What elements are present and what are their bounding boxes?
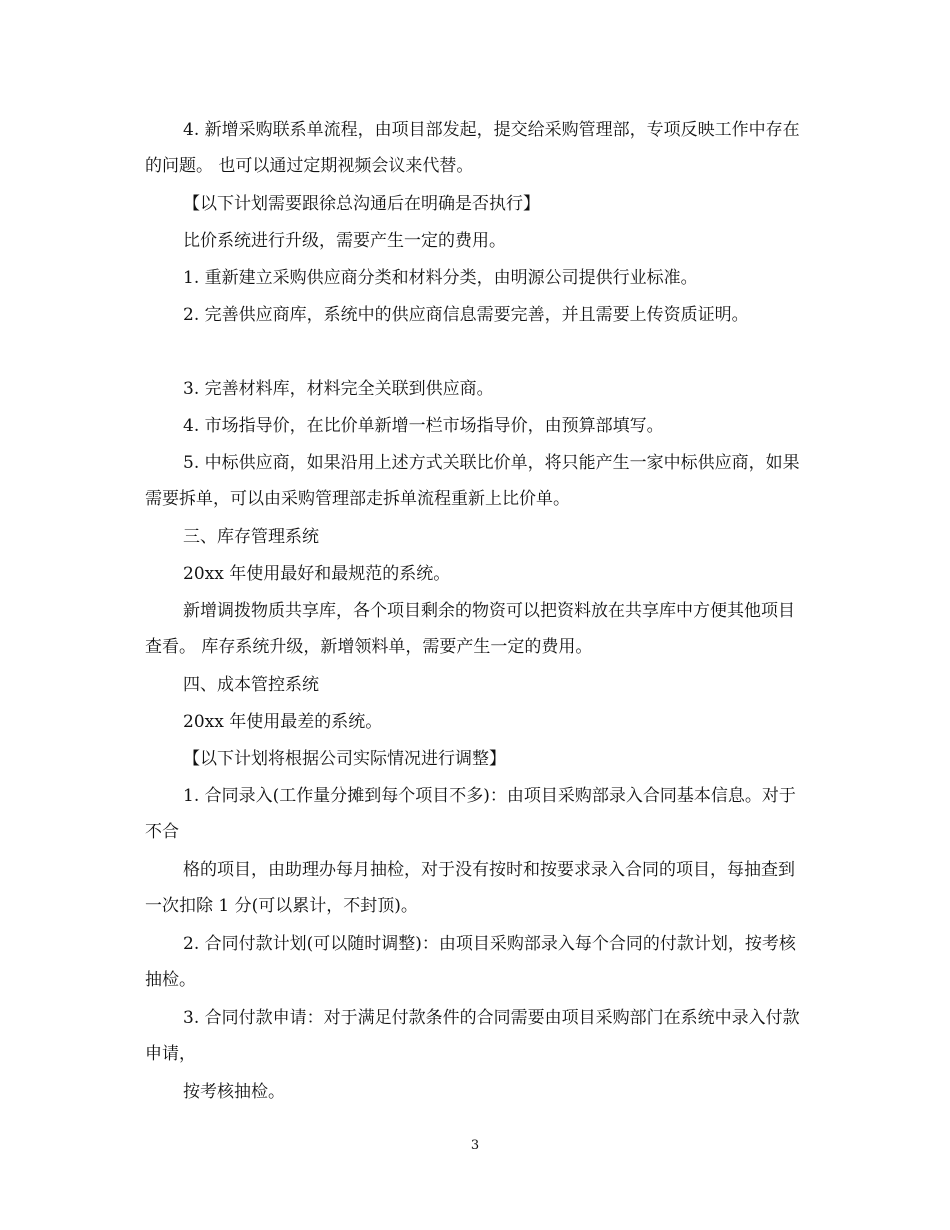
paragraph-assessment-check: 按考核抽检。 xyxy=(183,1082,285,1102)
paragraph-item-3-material-library: 3. 完善材料库，材料完全关联到供应商。 xyxy=(183,379,494,399)
paragraph-item-2-supplier-library: 2. 完善供应商库，系统中的供应商信息需要完善，并且需要上传资质证明。 xyxy=(183,305,749,325)
section-heading-inventory: 三、库存管理系统 xyxy=(183,527,319,547)
paragraph-purchase-contact-flow: 4. 新增采购联系单流程，由项目部发起，提交给采购管理部，专项反映工作中存在的问题。 也可以通过定期视频会议来代替。 xyxy=(145,120,800,176)
paragraph-plan-note-adjust: 【以下计划将根据公司实际情况进行调整】 xyxy=(183,749,506,769)
paragraph-plan-note-xu: 【以下计划需要跟徐总沟通后在明确是否执行】 xyxy=(183,194,540,214)
paragraph-inventory-best: 20xx 年使用最好和最规范的系统。 xyxy=(183,564,451,584)
page-number: 3 xyxy=(470,1138,480,1153)
paragraph-contract-payment-request: 3. 合同付款申请：对于满足付款条件的合同需要由项目采购部门在系统中录入付款申请， xyxy=(145,1008,800,1064)
section-heading-cost-control: 四、成本管控系统 xyxy=(183,675,319,695)
paragraph-contract-entry: 1. 合同录入(工作量分摊到每个项目不多)：由项目采购部录入合同基本信息。对于不合 xyxy=(145,786,796,842)
paragraph-unqualified-projects: 格的项目，由助理办每月抽检，对于没有按时和按要求录入合同的项目，每抽查到一次扣除 1 分(可以累计，不封顶)。 xyxy=(145,860,795,916)
paragraph-cost-worst: 20xx 年使用最差的系统。 xyxy=(183,712,383,732)
paragraph-contract-payment-plan: 2. 合同付款计划(可以随时调整)：由项目采购部录入每个合同的付款计划，按考核抽检。 xyxy=(145,934,796,990)
paragraph-shared-inventory: 新增调拨物质共享库，各个项目剩余的物资可以把资料放在共享库中方便其他项目查看。 库存系统升级，新增领料单，需要产生一定的费用。 xyxy=(145,601,795,657)
paragraph-item-5-winning-supplier: 5. 中标供应商，如果沿用上述方式关联比价单，将只能产生一家中标供应商，如果需要拆单，可以由采购管理部走拆单流程重新上比价单。 xyxy=(145,453,800,509)
paragraph-item-1-supplier-classification: 1. 重新建立采购供应商分类和材料分类，由明源公司提供行业标准。 xyxy=(183,268,698,288)
paragraph-item-4-market-price: 4. 市场指导价，在比价单新增一栏市场指导价，由预算部填写。 xyxy=(183,416,664,436)
paragraph-price-system-upgrade: 比价系统进行升级，需要产生一定的费用。 xyxy=(183,231,506,251)
